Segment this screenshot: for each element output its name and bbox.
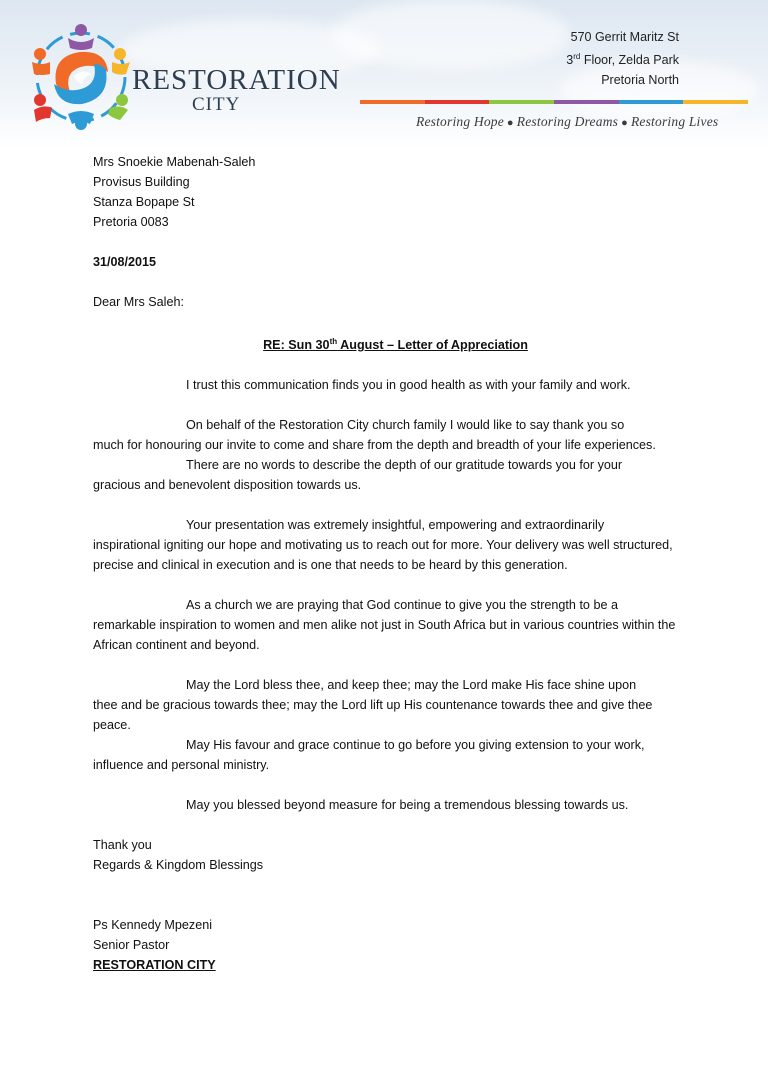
recipient-line-2: Stanza Bopape St xyxy=(93,195,195,209)
address-line-2 xyxy=(566,47,679,70)
paragraph-2-rest: much for honouring our invite to come and share from the depth and breadth of your life experiences. xyxy=(93,438,656,453)
address-floor-number: 3 xyxy=(566,53,574,68)
color-stripe xyxy=(360,100,748,104)
subject-pre: RE: Sun 30 xyxy=(263,338,330,353)
logo-wordmark xyxy=(132,64,341,97)
stripe-segment xyxy=(489,100,554,104)
address-line-1: 570 Gerrit Maritz St xyxy=(570,30,679,44)
paragraph-5-first: As a church we are praying that God continue to give you the strength to be a xyxy=(186,598,618,613)
letter-body xyxy=(93,152,683,975)
paragraph-1: I trust this communication finds you in good health as with your family and work. xyxy=(186,378,631,393)
subject-sup: th xyxy=(329,337,338,346)
paragraph-8: May you blessed beyond measure for being a tremendous blessing towards us. xyxy=(186,798,629,813)
stripe-segment xyxy=(683,100,748,104)
signature-name: Ps Kennedy Mpezeni xyxy=(93,918,213,933)
paragraph-3-rest: gracious and benevolent disposition towards us. xyxy=(93,478,362,493)
address-floor-rest: Floor, Zelda Park xyxy=(580,53,679,68)
cloud-decoration xyxy=(330,0,570,70)
stripe-segment xyxy=(360,100,425,104)
closing-line-2: Regards & Kingdom Blessings xyxy=(93,858,264,873)
logo-main-text: RESTORATION xyxy=(132,64,341,96)
logo-sub-text: CITY xyxy=(192,94,241,115)
tagline-part-2: Restoring Dreams xyxy=(516,114,619,129)
paragraph-2-first: On behalf of the Restoration City church family I would like to say thank you so xyxy=(186,418,625,433)
paragraph-7-rest: influence and personal ministry. xyxy=(93,758,270,773)
sender-address xyxy=(566,27,679,90)
subject-post: August – Letter of Appreciation xyxy=(337,338,528,353)
signature-title: Senior Pastor xyxy=(93,938,170,953)
letter-date: 31/08/2015 xyxy=(93,255,157,269)
subject-line xyxy=(93,332,683,355)
tagline-part-3: Restoring Lives xyxy=(630,114,719,129)
stripe-segment xyxy=(554,100,619,104)
paragraph-5-rest: remarkable inspiration to women and men alike not just in South Africa but in various countries within the African continent and beyond. xyxy=(93,618,676,653)
paragraph-6-rest: thee and be gracious towards thee; may the Lord lift up His countenance towards thee and give thee peace. xyxy=(93,698,653,733)
restoration-city-logo xyxy=(22,18,140,136)
address-line-3: Pretoria North xyxy=(601,73,679,88)
recipient-line-1: Provisus Building xyxy=(93,175,190,189)
paragraph-4-first: Your presentation was extremely insightful, empowering and extraordinarily xyxy=(186,518,605,533)
letterhead xyxy=(0,0,768,150)
recipient-line-3: Pretoria 0083 xyxy=(93,215,169,229)
paragraph-4-rest: inspirational igniting our hope and motivating us to reach out for more. Your delivery was well structured, precise and clinical in execution and is one that needs to be heard by this generation. xyxy=(93,538,673,573)
paragraph-3-first: There are no words to describe the depth of our gratitude towards you for your xyxy=(186,458,623,473)
closing-line-1: Thank you xyxy=(93,838,152,853)
tagline-part-1: Restoring Hope xyxy=(416,114,504,129)
address-floor-suffix: rd xyxy=(573,52,581,61)
stripe-segment xyxy=(619,100,684,104)
recipient-block xyxy=(93,152,683,232)
signature-organization: RESTORATION CITY xyxy=(93,958,216,973)
salutation: Dear Mrs Saleh: xyxy=(93,295,184,309)
bullet-dot-icon: ● xyxy=(506,117,514,129)
stripe-segment xyxy=(425,100,490,104)
paragraph-6-first: May the Lord bless thee, and keep thee; may the Lord make His face shine upon xyxy=(186,678,637,693)
tagline xyxy=(416,114,718,130)
recipient-name: Mrs Snoekie Mabenah-Saleh xyxy=(93,155,256,169)
bullet-dot-icon: ● xyxy=(621,117,628,129)
paragraph-7-first: May His favour and grace continue to go before you giving extension to your work, xyxy=(186,738,645,753)
